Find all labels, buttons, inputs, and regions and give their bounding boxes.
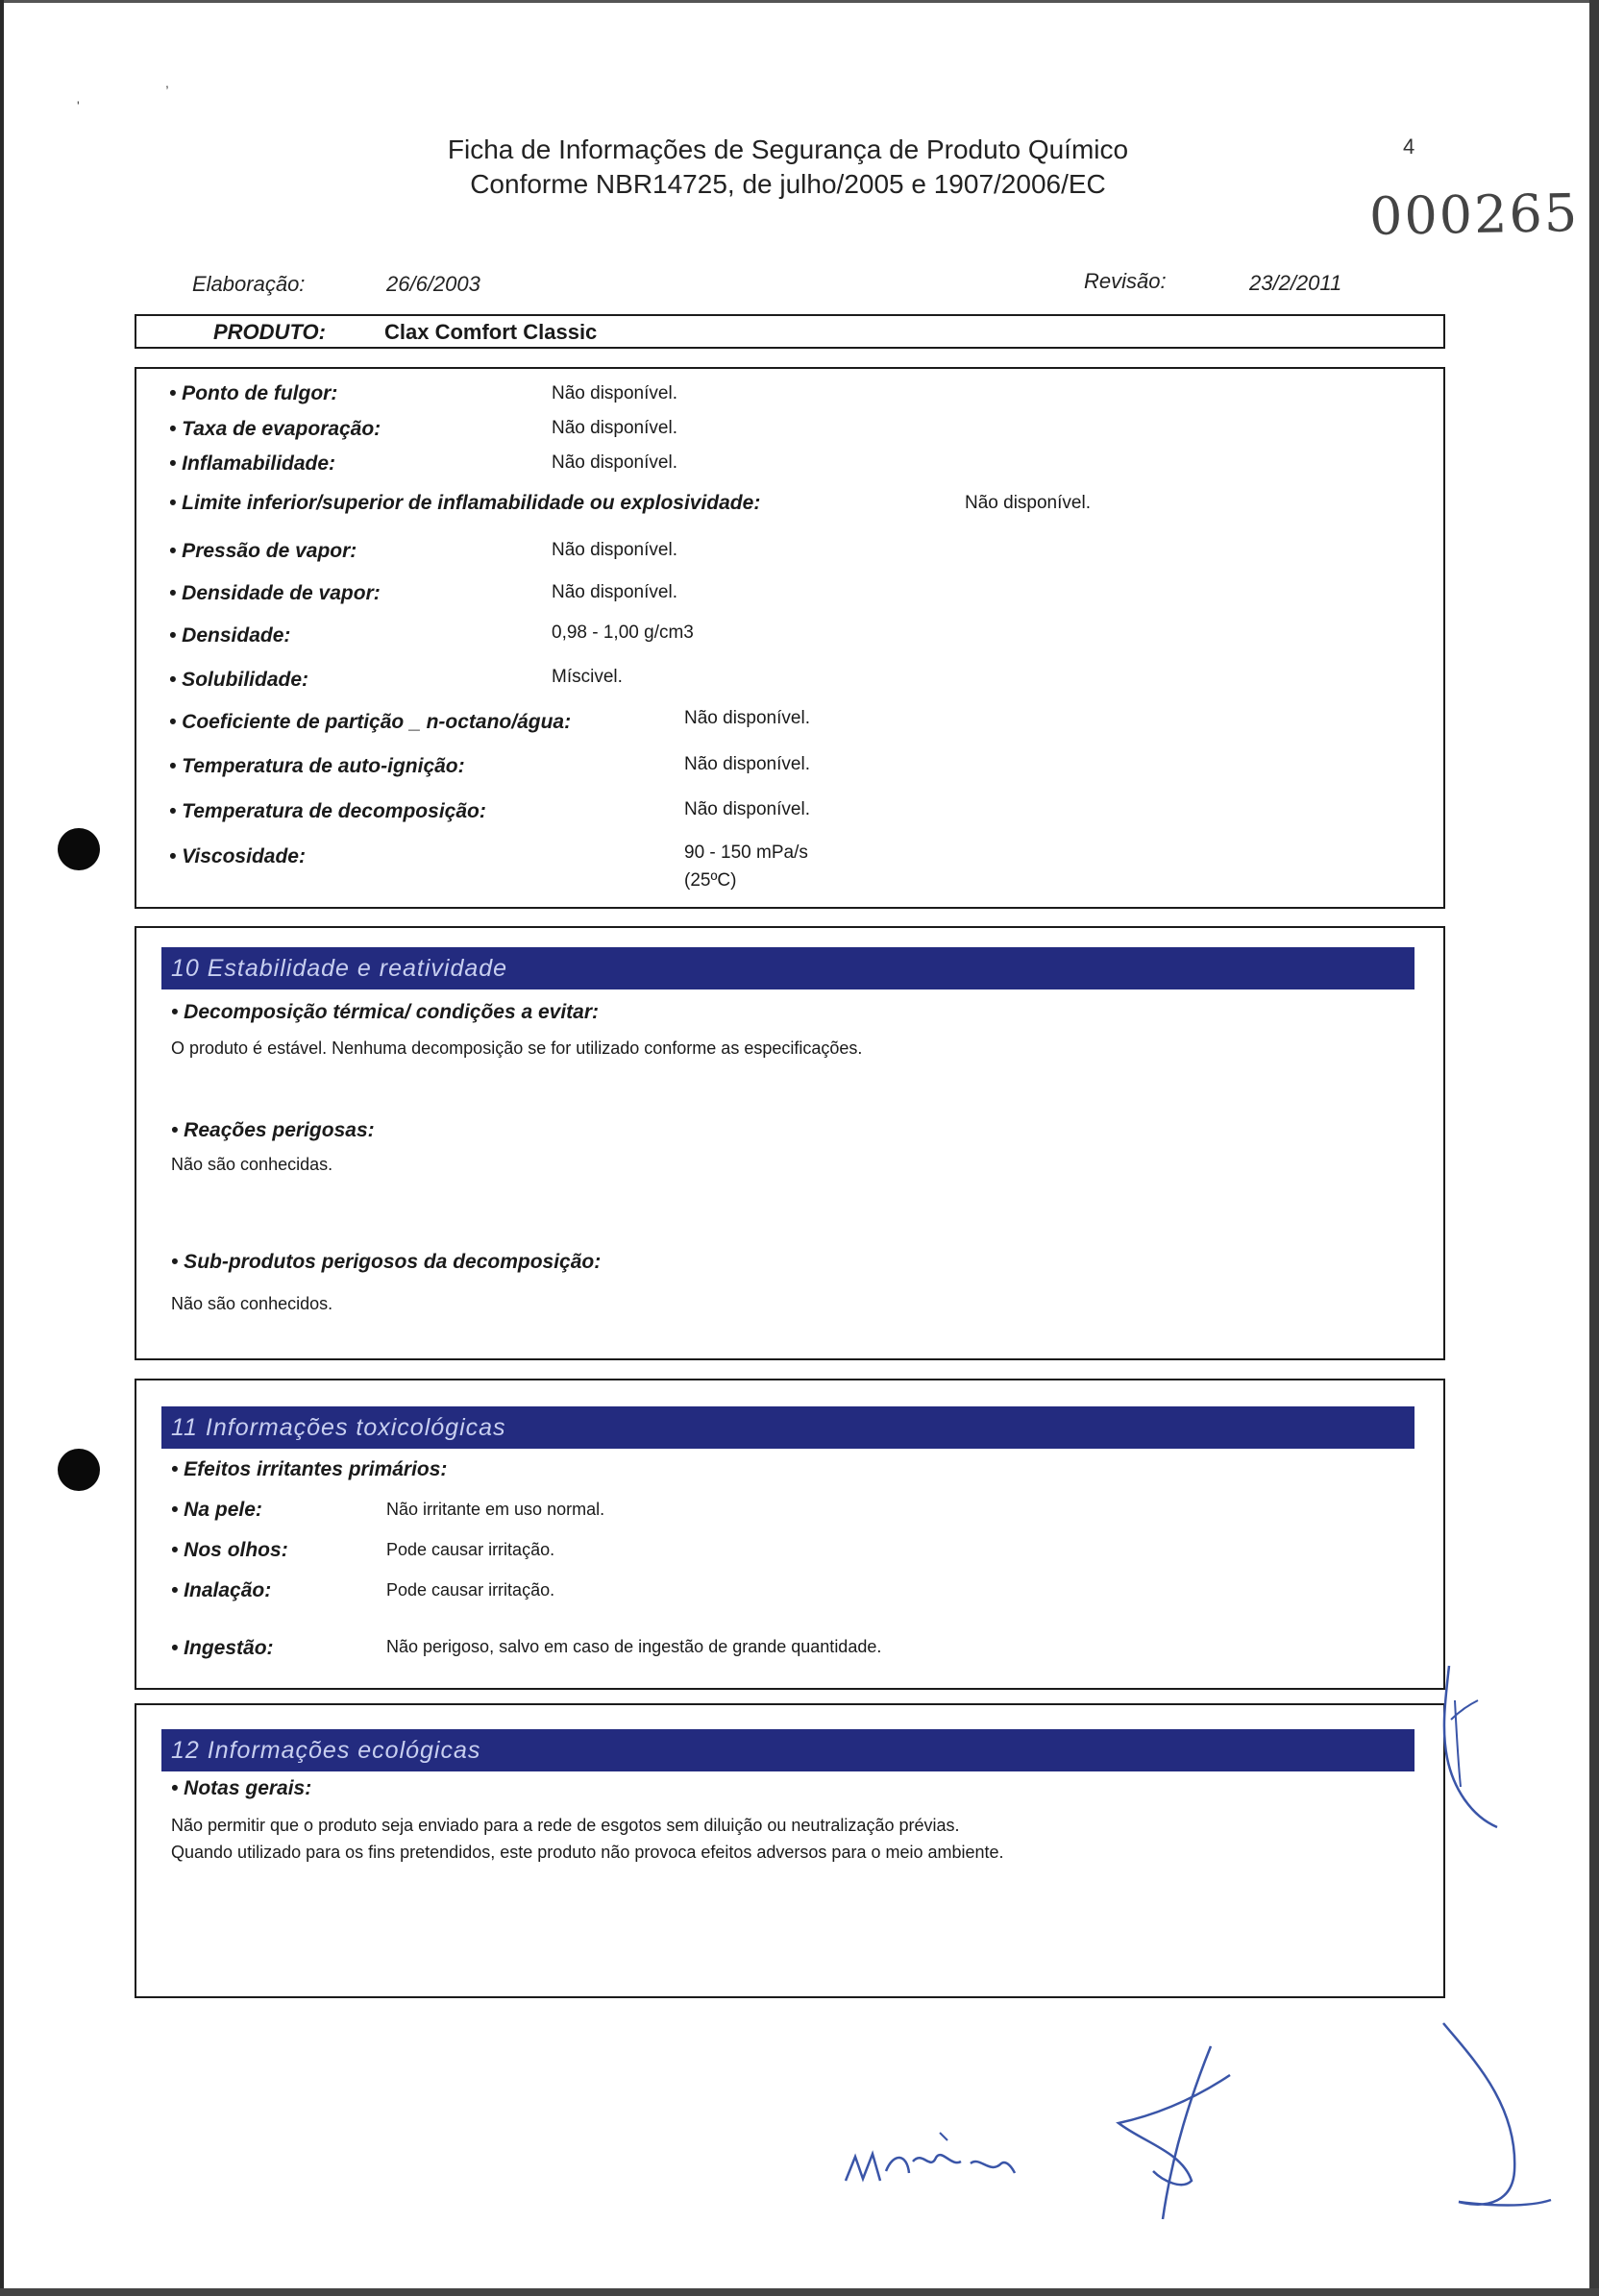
property-label: • Temperatura de decomposição: [169,800,486,822]
page-number: 4 [1403,134,1415,159]
effect-label: • Inalação: [171,1579,272,1601]
section10-heading: • Decomposição térmica/ condições a evitar: [171,1001,600,1023]
property-value: Não disponível. [552,540,677,560]
property-value: Não disponível. [684,708,810,728]
section10-heading: • Sub-produtos perigosos da decomposição: [171,1251,602,1273]
property-label: • Temperatura de auto-ignição: [169,755,465,777]
section12-heading: • Notas gerais: [171,1777,312,1799]
property-label: • Densidade: [169,624,291,647]
section10-title-bar: 10 Estabilidade e reatividade [161,947,1414,989]
section11-title-bar: 11 Informações toxicológicas [161,1406,1414,1449]
physical-properties-box [135,367,1445,909]
document-title: Ficha de Informações de Segurança de Produto Químico [447,134,1129,164]
property-label: • Densidade de vapor: [169,582,381,604]
product-box [135,314,1445,349]
handwritten-signature [1105,2037,1249,2229]
effect-value: Não perigoso, salvo em caso de ingestão de grande quantidade. [386,1637,882,1656]
section10-text: Não são conhecidos. [171,1294,333,1313]
property-value: Não disponível. [552,452,677,473]
effect-value: Pode causar irritação. [386,1540,555,1559]
elaboracao-label: Elaboração: [192,272,306,296]
section10-text: O produto é estável. Nenhuma decomposição se for utilizado conforme as especificações. [171,1038,863,1058]
effect-label: • Ingestão: [171,1637,274,1659]
section10-heading: • Reações perigosas: [171,1119,375,1141]
handwritten-initial [1432,2017,1557,2229]
handwritten-signature-name [826,2113,1019,2200]
effect-label: • Nos olhos: [171,1539,288,1561]
property-value: 0,98 - 1,00 g/cm3 [552,623,694,643]
product-label: PRODUTO: [213,320,326,344]
revisao-label: Revisão: [1084,269,1167,293]
section12-text: Não permitir que o produto seja enviado para a rede de esgotos sem diluição ou neutralização prévias. [171,1816,960,1835]
elaboracao-date: 26/6/2003 [386,272,480,296]
property-label: • Taxa de evaporação: [169,418,381,440]
scan-speck: , [165,75,169,90]
property-label: • Coeficiente de partição _ n-octano/água: [169,711,572,733]
property-value: Não disponível. [552,418,677,438]
page-edge-top [0,0,1599,3]
property-value: Não disponível. [684,754,810,774]
section12-text: Quando utilizado para os fins pretendidos, este produto não provoca efeitos adversos para o meio ambiente. [171,1843,1004,1862]
effect-value: Não irritante em uso normal. [386,1500,605,1519]
property-value: Não disponível. [552,383,677,403]
page-edge-left [0,0,4,2296]
page-edge-right [1589,0,1599,2296]
property-label: • Limite inferior/superior de inflamabilidade ou explosividade: [169,492,761,514]
section12-title-bar: 12 Informações ecológicas [161,1729,1414,1771]
scan-speck: ' [77,98,80,113]
product-name: Clax Comfort Classic [384,320,598,344]
margin-initial-mark [1432,1662,1509,1835]
property-value: Não disponível. [965,493,1091,513]
stamp-number: 000265 [1368,183,1580,247]
effect-label: • Na pele: [171,1499,262,1521]
property-label: • Ponto de fulgor: [169,382,338,404]
property-label: • Inflamabilidade: [169,452,336,475]
page-edge-bottom [0,2288,1599,2296]
effect-value: Pode causar irritação. [386,1580,555,1600]
section10-text: Não são conhecidas. [171,1155,333,1174]
section11-heading: • Efeitos irritantes primários: [171,1458,448,1480]
property-value-line2: (25ºC) [684,870,737,891]
property-value: 90 - 150 mPa/s [684,843,808,863]
property-value: Não disponível. [552,582,677,602]
property-label: • Solubilidade: [169,669,309,691]
property-value: Míscivel. [552,667,623,687]
document-subtitle: Conforme NBR14725, de julho/2005 e 1907/2006/EC [470,169,1106,199]
revisao-date: 23/2/2011 [1249,271,1342,295]
property-label: • Viscosidade: [169,845,306,867]
punch-hole [58,1449,100,1491]
property-label: • Pressão de vapor: [169,540,357,562]
property-value: Não disponível. [684,799,810,819]
punch-hole [58,828,100,870]
